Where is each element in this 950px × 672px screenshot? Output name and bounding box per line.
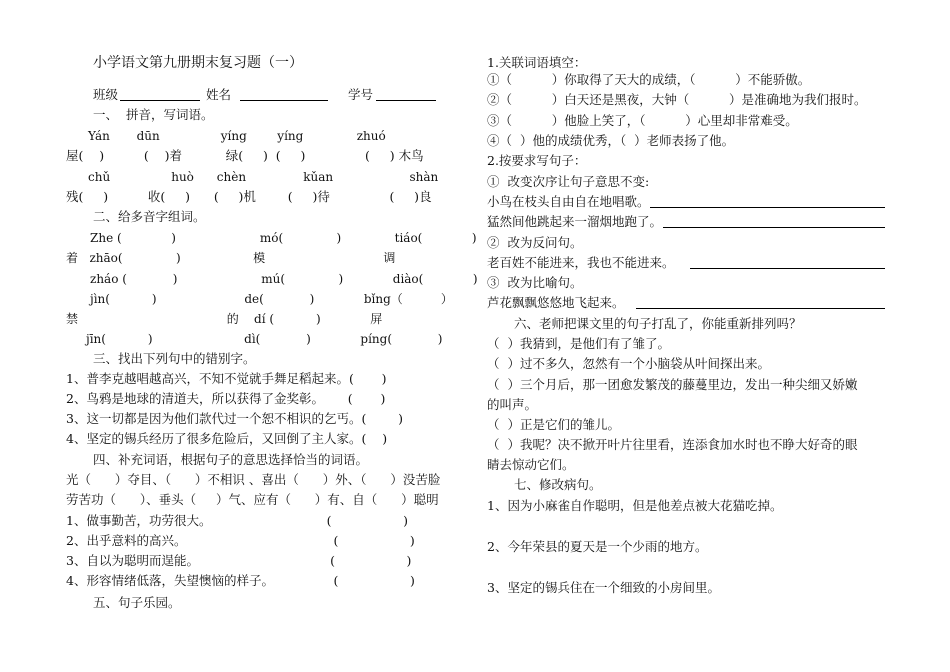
section-2-heading: 二、给多音字组词。 bbox=[93, 209, 206, 224]
rewrite-sentence-4: 芦花飘飘悠悠地飞起来。 bbox=[487, 295, 625, 310]
fix-sentence-2: 2、今年荣县的夏天是一个少雨的地方。 bbox=[487, 539, 708, 554]
order-item-5-line-2: 睛去惊动它们。 bbox=[487, 457, 575, 472]
section-6-heading: 六、老师把课文里的句子打乱了，你能重新排列吗？ bbox=[514, 316, 802, 331]
name-field[interactable] bbox=[240, 100, 328, 101]
word-row-2: 残( ) 收( ) ( )机 ( )待 ( )良 bbox=[66, 189, 432, 204]
rewrite-task-1: ① 改变次序让句子意思不变: bbox=[487, 174, 650, 189]
fill-words-row-2: 劳苦功（ ）、垂头（ ）气、应有（ ）有、自（ ）聪明 bbox=[66, 492, 439, 507]
answer-line-4[interactable] bbox=[636, 308, 885, 309]
name-label: 姓名 bbox=[206, 87, 232, 102]
typo-sentence-1: 1、普李克越唱越高兴，不知不觉就手舞足稻起来。( ) bbox=[66, 371, 387, 386]
word-row-1: 屋( ) ( )着 绿( ) ( ) ( ) 木鸟 bbox=[66, 148, 424, 163]
answer-line-1[interactable] bbox=[650, 207, 885, 208]
polyphone-row-3: zháo ( ) mú( ) diào( ) bbox=[90, 272, 478, 286]
conjunction-item-4: ④（ ）他的成绩优秀，（ ）老师表扬了他。 bbox=[487, 133, 735, 148]
fix-sentence-3: 3、坚定的锡兵住在一个细致的小房间里。 bbox=[487, 580, 720, 595]
conjunction-item-1: ①（ ）你取得了天大的成绩，（ ）不能骄傲。 bbox=[487, 72, 811, 87]
conjunction-title: 1.关联词语填空： bbox=[487, 55, 587, 70]
order-item-5-line-1: （ ）我呢？决不掀开叶片往里看，连添食加水时也不睁大好奇的眼 bbox=[487, 437, 858, 452]
section-5-heading: 五、句子乐园。 bbox=[93, 595, 181, 610]
rewrite-task-3: ③ 改为比喻句。 bbox=[487, 275, 583, 290]
order-item-1: （ ）我猜到，是他们有了雏了。 bbox=[487, 336, 670, 351]
rewrite-title: 2.按要求写句子： bbox=[487, 153, 587, 168]
page-title: 小学语文第九册期末复习题（一） bbox=[93, 55, 303, 71]
typo-sentence-3: 3、这一切都是因为他们款代过一个恕不相识的乞丐。( ) bbox=[66, 411, 403, 426]
answer-line-2[interactable] bbox=[663, 227, 885, 228]
polyphone-row-1: Zhe ( ) mó( ) tiáo( ) bbox=[90, 231, 477, 245]
rewrite-sentence-1: 小鸟在枝头自由自在地唱歌。 bbox=[487, 194, 650, 209]
pinyin-row-2: chǔ huò chèn kǔan shàn bbox=[88, 170, 439, 184]
fill-words-row-1: 光（ ）夺目、（ ）不相识 、喜出（ ）外、（ ）没苦脸 bbox=[66, 472, 441, 487]
rewrite-sentence-3: 老百姓不能进来，我也不能进来。 bbox=[487, 255, 675, 270]
meaning-item-3: 3、自以为聪明而逞能。 ( ) bbox=[66, 553, 412, 568]
pinyin-row-1: Yán dūn yíng yíng zhuó bbox=[88, 129, 386, 143]
section-7-heading: 七、修改病句。 bbox=[514, 477, 602, 492]
polyphone-row-6: jīn( ) dì( ) píng( ) bbox=[86, 332, 443, 346]
polyphone-row-2: 着 zhāo( ) 模 调 bbox=[66, 251, 396, 265]
class-label: 班级 bbox=[93, 87, 119, 102]
rewrite-task-2: ② 改为反问句。 bbox=[487, 235, 583, 250]
polyphone-row-5: 禁 的 dí ( ) 屏 bbox=[66, 312, 383, 326]
number-field[interactable] bbox=[376, 100, 436, 101]
fix-sentence-1: 1、因为小麻雀自作聪明，但是他差点被大花猫吃掉。 bbox=[487, 498, 783, 513]
number-label: 学号 bbox=[348, 87, 374, 102]
polyphone-row-4: jìn( ) de( ) bǐng（ ） bbox=[90, 292, 453, 306]
section-4-heading: 四、补充词语，根据句子的意思选择恰当的词语。 bbox=[93, 452, 369, 467]
conjunction-item-3: ③（ ）他脸上笑了，（ ）心里却非常难受。 bbox=[487, 113, 798, 128]
order-item-3-line-2: 的叫声。 bbox=[487, 397, 538, 412]
typo-sentence-4: 4、坚定的锡兵经历了很多危险后，又回倒了主人家。( ) bbox=[66, 431, 388, 446]
section-3-heading: 三、找出下列句中的错别字。 bbox=[93, 351, 256, 366]
typo-sentence-2: 2、鸟鸦是地球的清道夫，所以获得了金奖彰。 ( ) bbox=[66, 391, 386, 406]
section-1-heading: 一、 拼音，写词语。 bbox=[93, 107, 214, 122]
order-item-3-line-1: （ ）三个月后，那一团愈发繁茂的藤蔓里边，发出一种尖细又娇嫩 bbox=[487, 377, 858, 392]
order-item-4: （ ）正是它们的雏儿。 bbox=[487, 417, 620, 432]
meaning-item-1: 1、做事勤苦，功劳很大。 ( ) bbox=[66, 513, 408, 528]
answer-line-3[interactable] bbox=[690, 268, 885, 269]
order-item-2: （ ）过不多久，忽然有一个小脑袋从叶间探出来。 bbox=[487, 356, 770, 371]
rewrite-sentence-2: 猛然间他跳起来一溜烟地跑了。 bbox=[487, 214, 663, 229]
class-field[interactable] bbox=[120, 100, 200, 101]
meaning-item-2: 2、出乎意料的高兴。 ( ) bbox=[66, 533, 415, 548]
meaning-item-4: 4、形容情绪低落，失望懊恼的样子。 ( ) bbox=[66, 573, 415, 588]
conjunction-item-2: ②（ ）白天还是黑夜，大钟（ ）是准确地为我们报时。 bbox=[487, 92, 867, 107]
